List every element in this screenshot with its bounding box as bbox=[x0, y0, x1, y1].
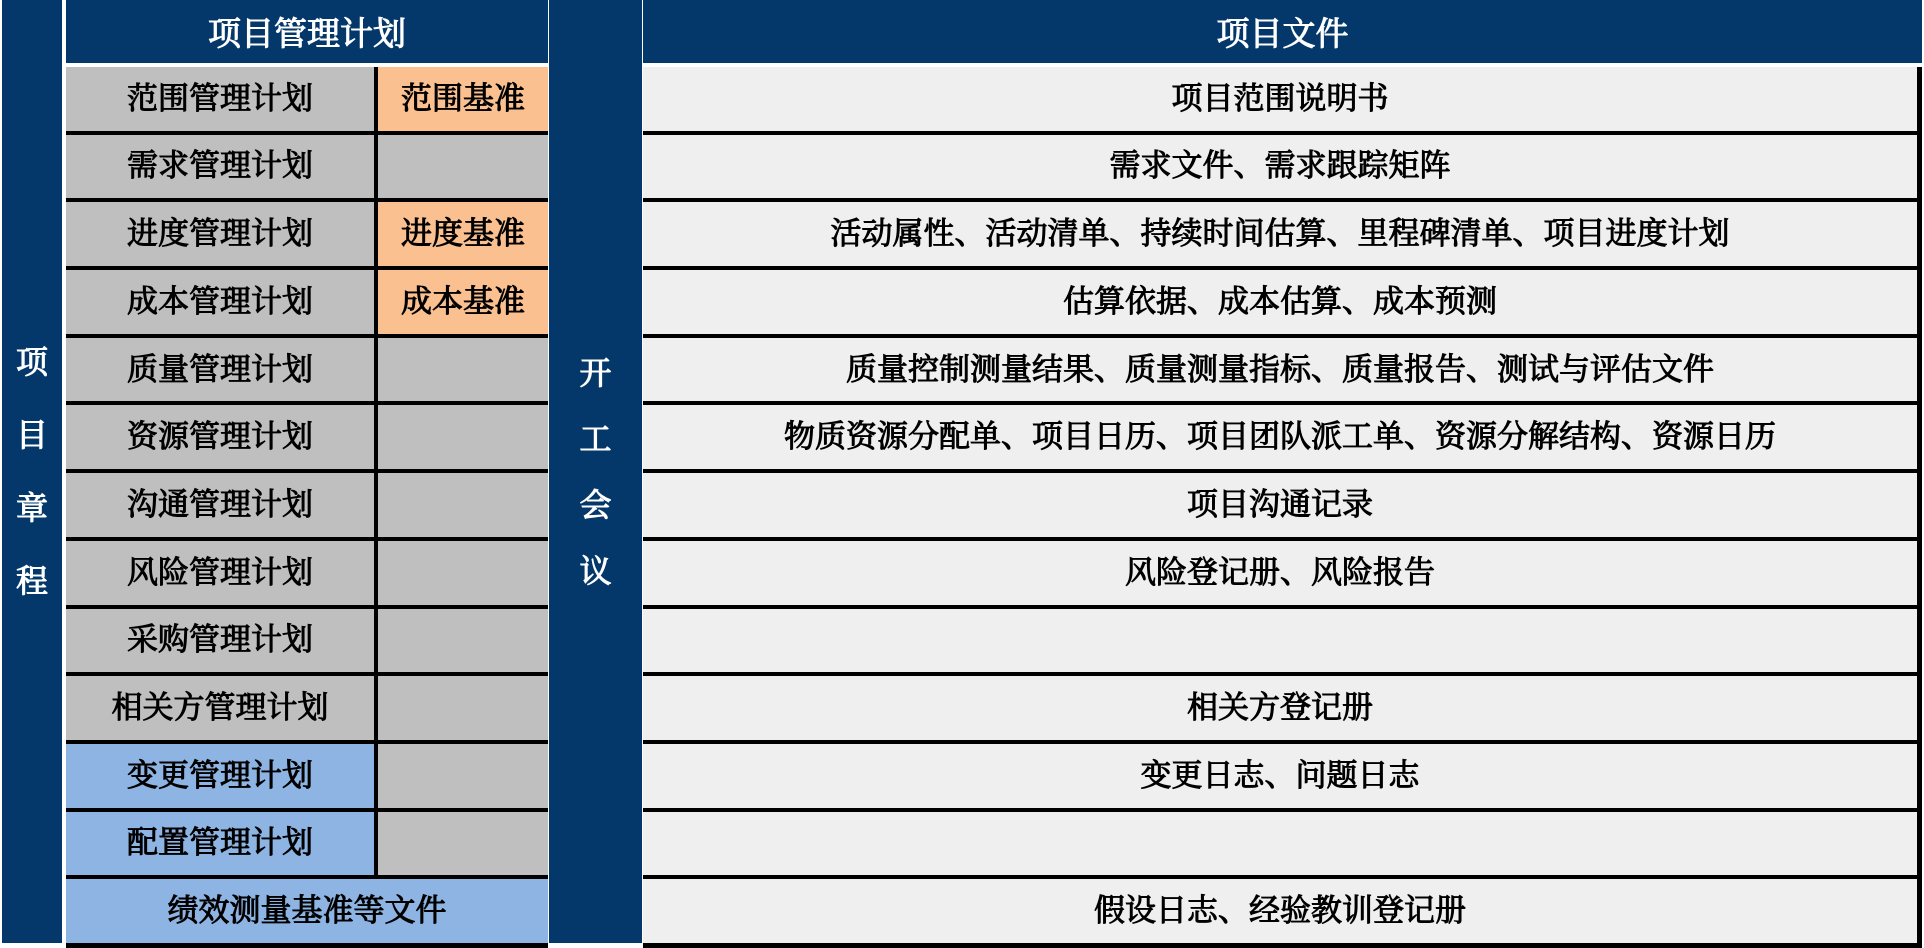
plan-row bbox=[66, 405, 548, 469]
baseline-cell bbox=[378, 744, 548, 808]
plan-cell: 采购管理计划 bbox=[66, 609, 374, 673]
vertical-bar-char: 议 bbox=[579, 552, 612, 589]
document-row: 质量控制测量结果、质量测量指标、质量报告、测试与评估文件 bbox=[643, 338, 1917, 402]
baseline-cell: 范围基准 bbox=[378, 67, 548, 131]
performance-baseline-cell: 绩效测量基准等文件 bbox=[66, 879, 548, 943]
plan-cell: 风险管理计划 bbox=[66, 541, 374, 605]
document-row: 相关方登记册 bbox=[643, 676, 1917, 740]
document-row bbox=[643, 609, 1917, 673]
baseline-cell bbox=[378, 541, 548, 605]
plan-footer-row bbox=[66, 879, 548, 943]
kickoff-meeting-bar bbox=[549, 0, 642, 943]
plan-cell: 相关方管理计划 bbox=[66, 676, 374, 740]
vertical-bar-char: 项 bbox=[15, 343, 48, 380]
documents-table-header: 项目文件 bbox=[643, 0, 1922, 63]
document-row: 估算依据、成本估算、成本预测 bbox=[643, 270, 1917, 334]
plan-row bbox=[66, 67, 548, 131]
plan-row bbox=[66, 270, 548, 334]
plan-row bbox=[66, 744, 548, 808]
plan-cell: 进度管理计划 bbox=[66, 202, 374, 266]
plan-cell: 需求管理计划 bbox=[66, 135, 374, 199]
plan-cell: 配置管理计划 bbox=[66, 812, 374, 876]
documents-table bbox=[643, 0, 1922, 948]
documents-table-body bbox=[643, 67, 1922, 948]
vertical-bar-char: 工 bbox=[579, 420, 612, 457]
plan-table-header: 项目管理计划 bbox=[66, 0, 548, 63]
document-row: 需求文件、需求跟踪矩阵 bbox=[643, 135, 1917, 199]
baseline-cell bbox=[378, 338, 548, 402]
plan-table-body bbox=[66, 67, 548, 948]
plan-row bbox=[66, 609, 548, 673]
document-row: 假设日志、经验教训登记册 bbox=[643, 879, 1917, 943]
document-row: 项目范围说明书 bbox=[643, 67, 1917, 131]
document-row bbox=[643, 812, 1917, 876]
baseline-cell: 进度基准 bbox=[378, 202, 548, 266]
plan-row bbox=[66, 135, 548, 199]
baseline-cell bbox=[378, 135, 548, 199]
baseline-cell bbox=[378, 676, 548, 740]
baseline-cell bbox=[378, 405, 548, 469]
vertical-bar-char: 开 bbox=[579, 354, 612, 391]
plan-cell: 成本管理计划 bbox=[66, 270, 374, 334]
document-row: 项目沟通记录 bbox=[643, 473, 1917, 537]
plan-row bbox=[66, 202, 548, 266]
document-row: 风险登记册、风险报告 bbox=[643, 541, 1917, 605]
baseline-cell: 成本基准 bbox=[378, 270, 548, 334]
document-row: 变更日志、问题日志 bbox=[643, 744, 1917, 808]
document-row: 物质资源分配单、项目日历、项目团队派工单、资源分解结构、资源日历 bbox=[643, 405, 1917, 469]
baseline-cell bbox=[378, 473, 548, 537]
document-row: 活动属性、活动清单、持续时间估算、里程碑清单、项目进度计划 bbox=[643, 202, 1917, 266]
plan-cell: 资源管理计划 bbox=[66, 405, 374, 469]
plan-table bbox=[66, 0, 548, 948]
plan-cell: 范围管理计划 bbox=[66, 67, 374, 131]
plan-row bbox=[66, 541, 548, 605]
vertical-bar-char: 章 bbox=[15, 489, 48, 526]
vertical-bar-char: 会 bbox=[579, 486, 612, 523]
vertical-bar-char: 程 bbox=[15, 562, 48, 599]
project-charter-bar bbox=[2, 0, 62, 943]
plan-cell: 沟通管理计划 bbox=[66, 473, 374, 537]
plan-cell: 变更管理计划 bbox=[66, 744, 374, 808]
plan-cell: 质量管理计划 bbox=[66, 338, 374, 402]
plan-row bbox=[66, 812, 548, 876]
plan-row bbox=[66, 473, 548, 537]
baseline-cell bbox=[378, 812, 548, 876]
vertical-bar-char: 目 bbox=[15, 416, 48, 453]
plan-row bbox=[66, 676, 548, 740]
baseline-cell bbox=[378, 609, 548, 673]
plan-row bbox=[66, 338, 548, 402]
